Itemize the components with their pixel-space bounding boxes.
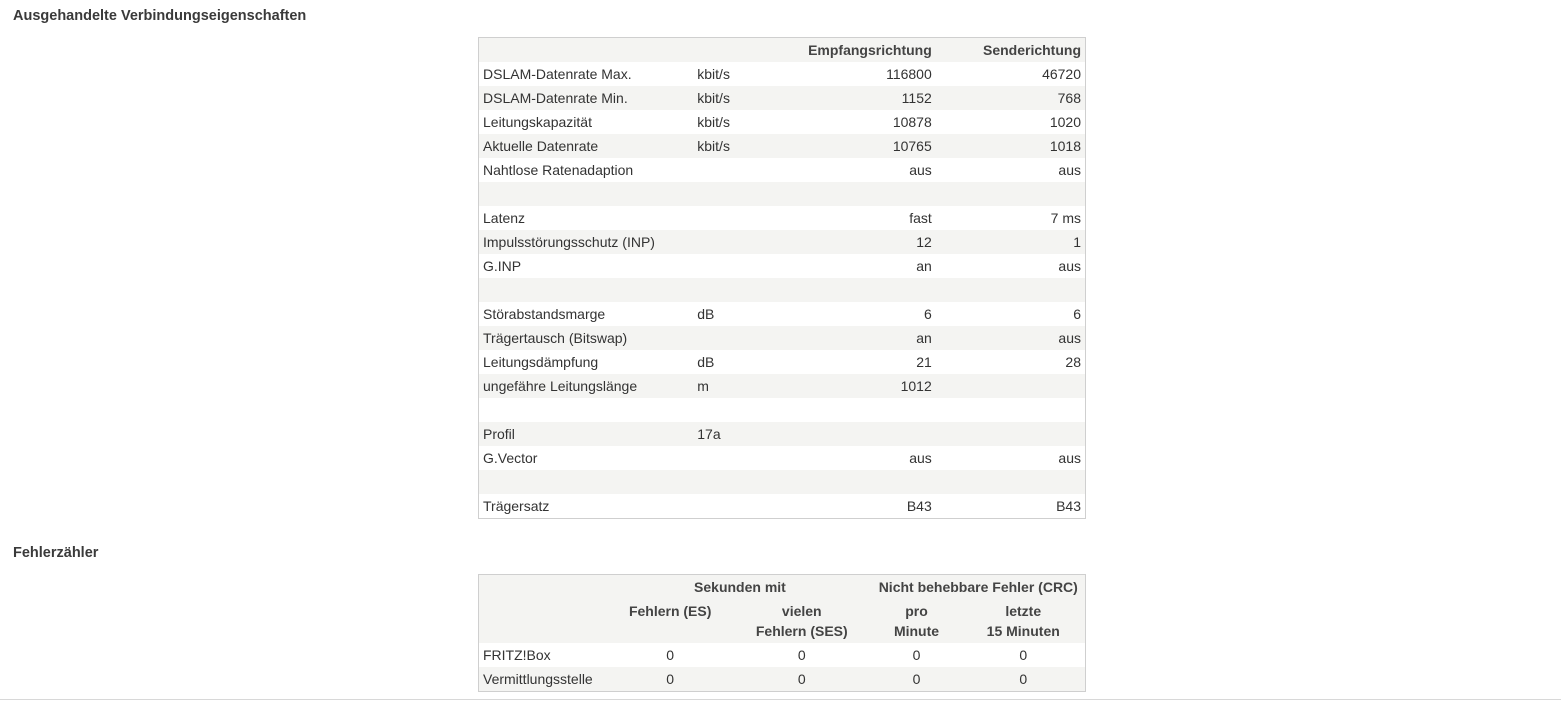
row-receive-value: 10765	[892, 138, 932, 154]
row-label: Störabstandsmarge	[483, 306, 606, 322]
row-receive-value: aus	[909, 162, 932, 178]
row-label: G.Vector	[483, 450, 538, 466]
row-unit	[693, 470, 783, 494]
row-receive-value: aus	[909, 450, 932, 466]
header-per-minute: pro Minute	[893, 603, 940, 639]
row-receive-value: an	[916, 330, 932, 346]
row-unit: dB	[697, 306, 715, 322]
table-row	[479, 643, 1086, 667]
row-label: Leitungskapazität	[483, 114, 592, 130]
row-send-value	[936, 398, 1086, 422]
header-es: Fehlern (ES)	[628, 603, 712, 619]
row-receive-value: B43	[906, 498, 932, 514]
row-receive-value: 1012	[900, 378, 932, 394]
row-label: ungefähre Leitungslänge	[483, 378, 638, 394]
row-label: Leitungsdämpfung	[483, 354, 599, 370]
row-label	[479, 398, 694, 422]
row-label: DSLAM-Datenrate Min.	[483, 90, 628, 106]
table-row	[479, 110, 1086, 134]
row-receive-value: 21	[916, 354, 932, 370]
row-es-value: 0	[666, 671, 675, 687]
bottom-divider	[0, 699, 1561, 700]
row-label: G.INP	[483, 258, 522, 274]
row-receive-value: 1152	[901, 90, 932, 106]
header-send-direction: Senderichtung	[982, 42, 1081, 58]
row-unit	[693, 494, 783, 519]
row-unit	[693, 326, 783, 350]
row-label: Trägertausch (Bitswap)	[483, 330, 628, 346]
row-receive-value	[783, 398, 936, 422]
row-receive-value: fast	[909, 210, 932, 226]
row-label	[479, 182, 694, 206]
row-send-value: 768	[1057, 90, 1081, 106]
table-row	[479, 278, 1086, 302]
row-unit: kbit/s	[697, 138, 730, 154]
section-title-connection-properties: Ausgehandelte Verbindungseigenschaften	[13, 8, 307, 24]
row-send-value: 6	[1073, 306, 1081, 322]
row-label	[479, 470, 694, 494]
row-label	[479, 278, 694, 302]
row-unit	[693, 206, 783, 230]
table-row	[479, 230, 1086, 254]
table-row	[479, 470, 1086, 494]
table-row	[479, 422, 1086, 446]
table-row	[479, 326, 1086, 350]
row-send-value	[936, 374, 1086, 398]
table-row	[479, 446, 1086, 470]
header-crc-errors: Nicht behebbare Fehler (CRC)	[878, 579, 1078, 595]
row-receive-value	[783, 470, 936, 494]
row-label: FRITZ!Box	[483, 647, 551, 663]
table-row	[479, 206, 1086, 230]
row-unit	[693, 158, 783, 182]
table-header-row	[479, 38, 1086, 63]
row-receive-value	[783, 422, 936, 446]
row-unit	[693, 398, 783, 422]
row-unit	[693, 254, 783, 278]
header-seconds-with: Sekunden mit	[694, 579, 786, 595]
row-label: Trägersatz	[483, 498, 550, 514]
row-label: DSLAM-Datenrate Max.	[483, 66, 632, 82]
table-row	[479, 134, 1086, 158]
row-crc-15-minutes: 0	[1019, 647, 1028, 663]
row-send-value: aus	[1058, 258, 1081, 274]
row-send-value: aus	[1058, 330, 1081, 346]
row-unit: kbit/s	[697, 66, 730, 82]
table-row	[479, 254, 1086, 278]
row-ses-value: 0	[797, 671, 806, 687]
row-send-value: 1018	[1049, 138, 1081, 154]
row-crc-per-minute: 0	[912, 671, 921, 687]
row-send-value: 1020	[1049, 114, 1081, 130]
row-unit	[693, 230, 783, 254]
header-last-15-minutes: letzte 15 Minuten	[986, 603, 1060, 639]
row-receive-value: 12	[916, 234, 932, 250]
table-row	[479, 182, 1086, 206]
table-sub-header-row	[479, 599, 1086, 643]
row-ses-value: 0	[797, 647, 806, 663]
row-send-value	[936, 470, 1086, 494]
row-send-value: aus	[1058, 450, 1081, 466]
table-row	[479, 158, 1086, 182]
row-crc-per-minute: 0	[912, 647, 921, 663]
row-receive-value: 116800	[886, 66, 932, 82]
header-receive-direction: Empfangsrichtung	[808, 42, 932, 58]
row-send-value: B43	[1056, 498, 1081, 514]
row-receive-value: 10878	[892, 114, 932, 130]
row-unit: 17a	[697, 426, 721, 442]
row-es-value: 0	[666, 647, 675, 663]
table-row	[479, 350, 1086, 374]
table-row	[479, 86, 1086, 110]
row-label: Vermittlungsstelle	[483, 671, 593, 687]
table-row	[479, 398, 1086, 422]
row-receive-value	[783, 278, 936, 302]
table-row	[479, 62, 1086, 86]
row-send-value: 7 ms	[1050, 210, 1081, 226]
row-unit: m	[697, 378, 709, 394]
connection-properties-table	[478, 37, 1086, 519]
error-counter-table	[478, 574, 1086, 692]
header-ses: vielen Fehlern (SES)	[755, 603, 848, 639]
row-send-value: 28	[1065, 354, 1081, 370]
row-unit	[693, 278, 783, 302]
row-label: Nahtlose Ratenadaption	[483, 162, 634, 178]
table-row	[479, 667, 1086, 692]
row-label: Aktuelle Datenrate	[483, 138, 599, 154]
row-send-value	[936, 278, 1086, 302]
row-unit: kbit/s	[697, 114, 730, 130]
row-send-value: 46720	[1042, 66, 1081, 82]
row-receive-value	[783, 182, 936, 206]
row-send-value: 1	[1073, 234, 1081, 250]
row-unit	[693, 182, 783, 206]
row-send-value	[936, 182, 1086, 206]
row-label: Profil	[483, 426, 515, 442]
header-label	[479, 38, 694, 63]
row-send-value: aus	[1058, 162, 1081, 178]
row-receive-value: 6	[923, 306, 932, 322]
table-row	[479, 302, 1086, 326]
table-row	[479, 374, 1086, 398]
table-row	[479, 494, 1086, 519]
row-label: Latenz	[483, 210, 526, 226]
row-unit	[693, 446, 783, 470]
row-send-value	[936, 422, 1086, 446]
row-unit: kbit/s	[697, 90, 730, 106]
header-unit	[693, 38, 783, 63]
table-group-header-row	[479, 575, 1086, 600]
row-crc-15-minutes: 0	[1019, 671, 1028, 687]
row-receive-value: an	[916, 258, 932, 274]
section-title-error-counter: Fehlerzähler	[13, 545, 99, 561]
row-unit: dB	[697, 354, 715, 370]
row-label: Impulsstörungsschutz (INP)	[483, 234, 655, 250]
